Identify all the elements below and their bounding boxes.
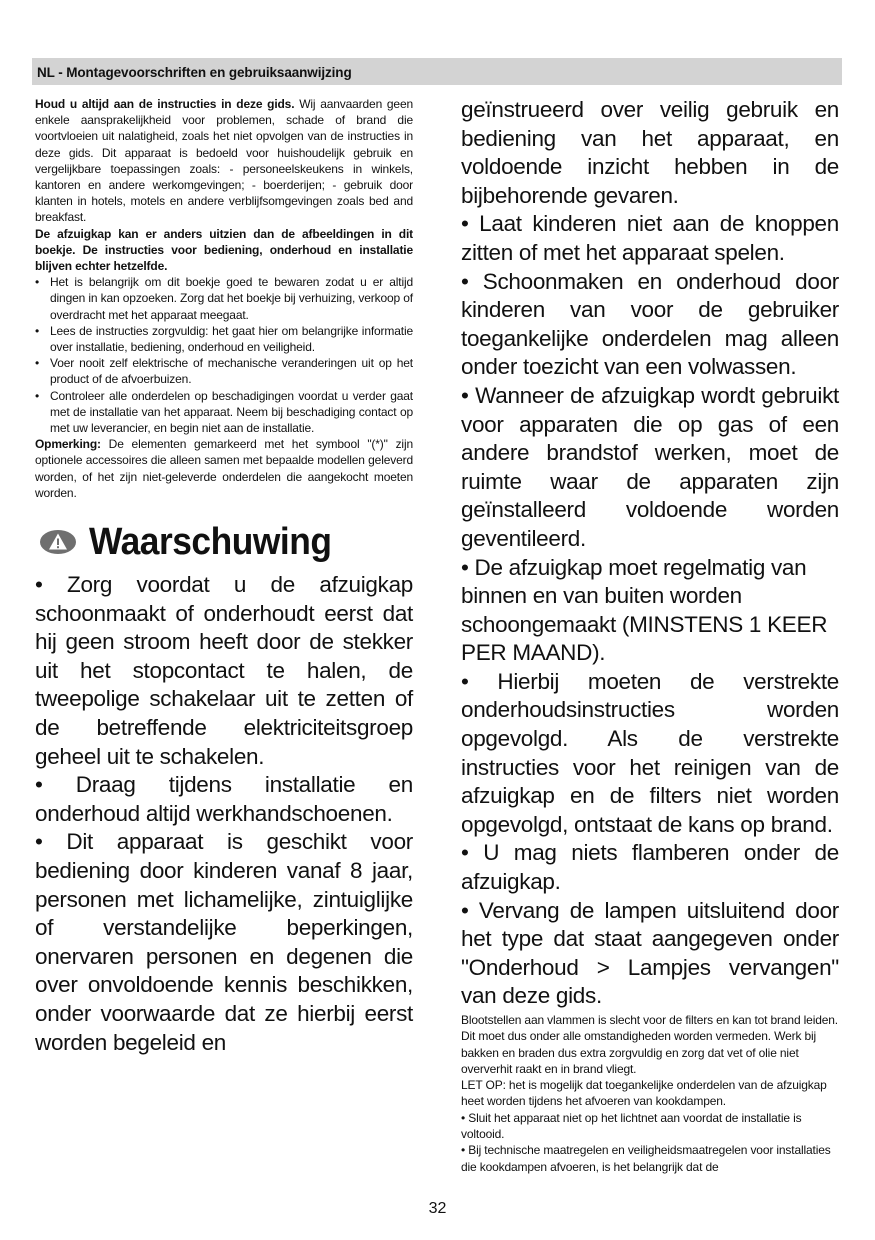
remark-paragraph: [35, 436, 413, 501]
list-item: • Lees de instructies zorgvuldig: het gaat hier om belangrijke informatie over installatie, bediening, onderhoud en veiligheid.: [35, 323, 413, 355]
warning-paragraph: • Zorg voordat u de afzuigkap schoonmaakt of onderhoudt eerst dat hij geen stroom heeft door de stekker uit het stopcontact te halen, de tweepolige schakelaar uit te zetten of de betreffende elektriciteitsgroep geheel uit te schakelen.: [35, 572, 413, 769]
section-title: NL - Montagevoorschriften en gebruiksaanwijzing: [37, 65, 352, 80]
intro-text: Wij aanvaarden geen enkele aansprakelijkheid voor problemen, schade of brand die voortvloeien uit nalatigheid, zoals het niet opvolgen van de instructies in deze gids. Dit apparaat is bedoeld voor huishoudelijk gebruik en vergelijkbare toepassingen zoals: - personeelskeukens in winkels, kantoren en andere werkomgevingen; - boerderijen; - gebruik door klanten in hotels, motels en andere verblijfsomgevingen zoals bed and breakfast.: [35, 97, 413, 225]
fine-print-paragraph: • Bij technische maatregelen en veiligheidsmaatregelen voor installaties die kookdampen afvoeren, is het belangrijk dat de: [461, 1143, 831, 1174]
instruction-list: [35, 274, 413, 436]
warning-text: [35, 571, 413, 1057]
list-item: • Controleer alle onderdelen op beschadigingen voordat u verder gaat met de installatie van het apparaat. Neem bij beschadiging contact op met uw leverancier, en begin niet aan de installatie.: [35, 388, 413, 437]
list-item: • Voer nooit zelf elektrische of mechanische veranderingen uit op het product of de afvoerbuizen.: [35, 355, 413, 387]
warning-title: Waarschuwing: [89, 520, 332, 563]
intro-block: [35, 96, 413, 501]
safety-paragraph: • Wanneer de afzuigkap wordt gebruikt voor apparaten die op gas of een andere brandstof werken, moet de ruimte waar de apparaten zijn geïnstalleerd voldoende worden geventileerd.: [461, 382, 839, 551]
safety-paragraph: • Vervang de lampen uitsluitend door het type dat staat aangegeven onder "Onderhoud > Lampjes vervangen" van deze gids.: [461, 897, 839, 1009]
fine-print-paragraph: LET OP: het is mogelijk dat toegankelijke onderdelen van de afzuigkap heet worden tijdens het afvoeren van kookdampen.: [461, 1078, 827, 1109]
warning-paragraph: • Dit apparaat is geschikt voor bediening door kinderen vanaf 8 jaar, personen met lichamelijke, zintuiglijke of verstandelijke beperkingen, onervaren personen en degenen die over onvoldoende kennis beschikken, onder voorwaarde dat ze hierbij eerst worden begeleid en: [35, 829, 413, 1055]
list-item: • Het is belangrijk om dit boekje goed te bewaren zodat u er altijd dingen in kan opzoeken. Zorg dat het boekje bij verhuizing, verkoop of overdracht met het apparaat meegaat.: [35, 274, 413, 323]
page-number: 32: [428, 1200, 447, 1217]
fine-print-paragraph: • Sluit het apparaat niet op het lichtnet aan voordat de installatie is voltooid.: [461, 1110, 802, 1142]
section-header: [32, 58, 842, 85]
safety-paragraph: • Laat kinderen niet aan de knoppen zitten of met het apparaat spelen.: [461, 211, 839, 265]
fine-print-paragraph: Blootstellen aan vlammen is slecht voor de filters en kan tot brand leiden. Dit moet dus onder alle omstandigheden worden vermeden. Werk bij bakken en braden dus extra zorgvuldig en zorg dat vet of olie niet oververhit raakt en in brand vliegt.: [461, 1013, 838, 1076]
safety-paragraph: geïnstrueerd over veilig gebruik en bediening van het apparaat, en voldoende inzicht hebben in de bijbehorende gevaren.: [461, 97, 839, 208]
safety-text: [461, 96, 839, 1011]
warning-heading: [35, 517, 413, 567]
remark-text: De elementen gemarkeerd met het symbool "(*)" zijn optionele accessoires die alleen samen met bepaalde modellen geleverd worden, of het zijn niet-geleverde onderdelen die aangekocht moeten worden.: [35, 437, 413, 500]
safety-paragraph: • Hierbij moeten de verstrekte onderhoudsinstructies worden opgevolgd. Als de verstrekte instructies voor het reinigen van de afzuigkap en de filters niet worden opgevolgd, ontstaat de kans op brand.: [461, 668, 839, 837]
cleaning-line: binnen en van buiten worden: [461, 583, 742, 609]
right-column: [461, 96, 839, 1175]
cleaning-frequency-block: [461, 554, 839, 668]
remark-label: Opmerking:: [35, 437, 101, 452]
cleaning-line: • De afzuigkap moet regelmatig van: [461, 554, 807, 580]
safety-paragraph: • Schoonmaken en onderhoud door kinderen van voor de gebruiker toegankelijke onderdelen mag alleen onder toezicht van een volwassen.: [461, 268, 839, 380]
notice-paragraph: De afzuigkap kan er anders uitzien dan de afbeeldingen in dit boekje. De instructies voor bediening, onderhoud en installatie blijven echter hetzelfde.: [35, 226, 413, 274]
intro-bold: Houd u altijd aan de instructies in deze gids.: [35, 97, 295, 111]
intro-paragraph: [35, 96, 413, 226]
warning-paragraph: • Draag tijdens installatie en onderhoud altijd werkhandschoenen.: [35, 772, 413, 826]
fine-print: [461, 1012, 839, 1175]
cleaning-line: schoongemaakt (MINSTENS 1 KEER: [461, 611, 828, 637]
cleaning-line: PER MAAND).: [461, 640, 606, 666]
warning-icon: [39, 529, 77, 555]
safety-paragraph: • U mag niets flamberen onder de afzuigkap.: [461, 840, 839, 895]
left-column: [35, 96, 413, 1057]
